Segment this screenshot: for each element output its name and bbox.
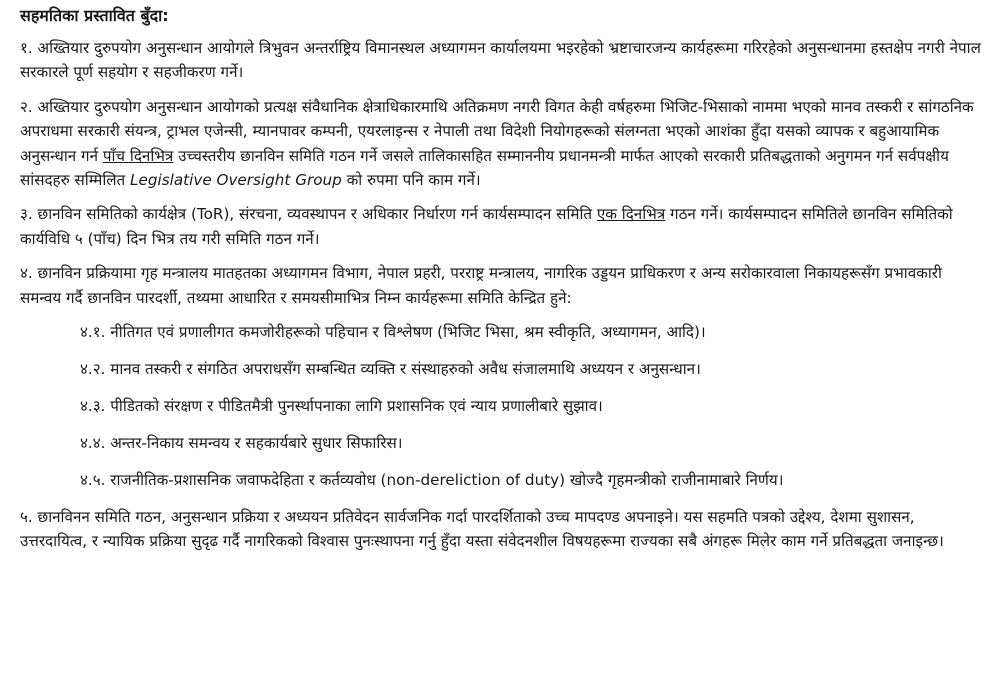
point-2-deadline: पाँच दिनभित्र bbox=[102, 146, 174, 165]
point-3-text-end: गठन गर्ने। कार्यसम्पादन समितिले छानविन समितिको कार्यविधि ५ (पाँच) दिन भित्र तय गरी समिति गठन गर्ने। bbox=[20, 205, 953, 248]
point-2 bbox=[20, 95, 985, 193]
subpoint-4-4: ४.४. अन्तर-निकाय समन्वय र सहकार्यबारे सुधार सिफारिस। bbox=[80, 434, 403, 453]
document-heading: सहमतिका प्रस्तावित बुँदा: bbox=[20, 6, 169, 25]
point-2-text-middle: उच्चस्तरीय छानविन समिति गठन गर्ने जसले तालिकासहित सम्माननीय प्रधानमन्त्री मार्फत आएको सरकारी प्रतिबद्धताको अनुगमन गर्न सर्वपक्षीय सांसदहरु सम्मिलित bbox=[20, 146, 949, 190]
point-4: ४. छानविन प्रक्रियामा गृह मन्त्रालय मातहतका अध्यागमन विभाग, नेपाल प्रहरी, परराष्ट्र मन्त्रालय, नागरिक उड्डयन प्राधिकरण र अन्य सरोकारवाला निकायहरूसँग प्रभावकारी समन्वय गर्दै छानविन पारदर्शी, तथ्यमा आधारित र समयसीमाभित्र निम्न कार्यहरूमा समिति केन्द्रित हुने: bbox=[20, 264, 942, 307]
subpoint-4-1: ४.१. नीतिगत एवं प्रणालीगत कमजोरीहरूको पहिचान र विश्लेषण (भिजिट भिसा, श्रम स्वीकृति, अध्यागमन, आदि)। bbox=[80, 323, 706, 342]
point-2-text-start: २. अख्तियार दुरुपयोग अनुसन्धान आयोगको प्रत्यक्ष संवैधानिक क्षेत्राधिकारमाथि अतिक्रमण नगरी विगत केही वर्षहरुमा भिजिट-भिसाको नाममा भएको मानव तस्करी र सांगठनिक अपराधमा सरकारी संयन्त्र, ट्राभल एजेन्सी, म्यानपावर कम्पनी, एयरलाइन्स र नेपाली तथा विदेशी नियोगहरूको संलग्नता भएको आशंका हुँदा यसको व्यापक र बहुआयामिक अनुसन्धान गर्न bbox=[20, 97, 974, 165]
subpoint-4-2: ४.२. मानव तस्करी र संगठित अपराधसँग सम्बन्धित व्यक्ति र संस्थाहरुको अवैध संजालमाथि अध्ययन र अनुसन्धान। bbox=[80, 360, 701, 379]
point-2-text-end: को रुपमा पनि काम गर्ने। bbox=[341, 171, 481, 190]
point-3-deadline: एक दिनभित्र bbox=[596, 205, 666, 224]
point-3-text-start: ३. छानविन समितिको कार्यक्षेत्र (ToR), संरचना, व्यवस्थापन र अधिकार निर्धारण गर्न कार्यसम्पादन समिति bbox=[20, 205, 597, 224]
point-5: ५. छानविनन समिति गठन, अनुसन्धान प्रक्रिया र अध्ययन प्रतिवेदन सार्वजनिक गर्दा पारदर्शिताको उच्च मापदण्ड अपनाइने। यस सहमति पत्रको उद्देश्य, देशमा सुशासन, उत्तरदायित्व, र न्यायिक प्रक्रिया सुदृढ गर्दै नागरिकको विश्वास पुनःस्थापना गर्नु हुँदा यस्ता संवेदनशील विषयहरूमा राज्यका सबै अंगहरू मिलेर काम गर्ने प्रतिबद्धता जनाइन्छ। bbox=[20, 508, 944, 551]
point-3 bbox=[20, 202, 985, 251]
point-2-group-name: Legislative Oversight Group bbox=[130, 171, 342, 190]
subpoint-4-3: ४.३. पीडितको संरक्षण र पीडितमैत्री पुनर्स्थापनाका लागि प्रशासनिक एवं न्याय प्रणालीबारे सुझाव। bbox=[80, 397, 603, 416]
subpoint-4-5: ४.५. राजनीतिक-प्रशासनिक जवाफदेहिता र कर्तव्यवोध (non-dereliction of duty) खोज्दै गृहमन्त्रीको राजीनामाबारे निर्णय। bbox=[80, 471, 784, 490]
point-1: १. अख्तियार दुरुपयोग अनुसन्धान आयोगले त्रिभुवन अन्तर्राष्ट्रिय विमानस्थल अध्यागमन कार्यालयमा भइरहेको भ्रष्टाचारजन्य कार्यहरूमा गरिरहेको अनुसन्धानमा हस्तक्षेप नगरी नेपाल सरकारले पूर्ण सहयोग र सहजीकरण गर्ने। bbox=[20, 39, 981, 82]
